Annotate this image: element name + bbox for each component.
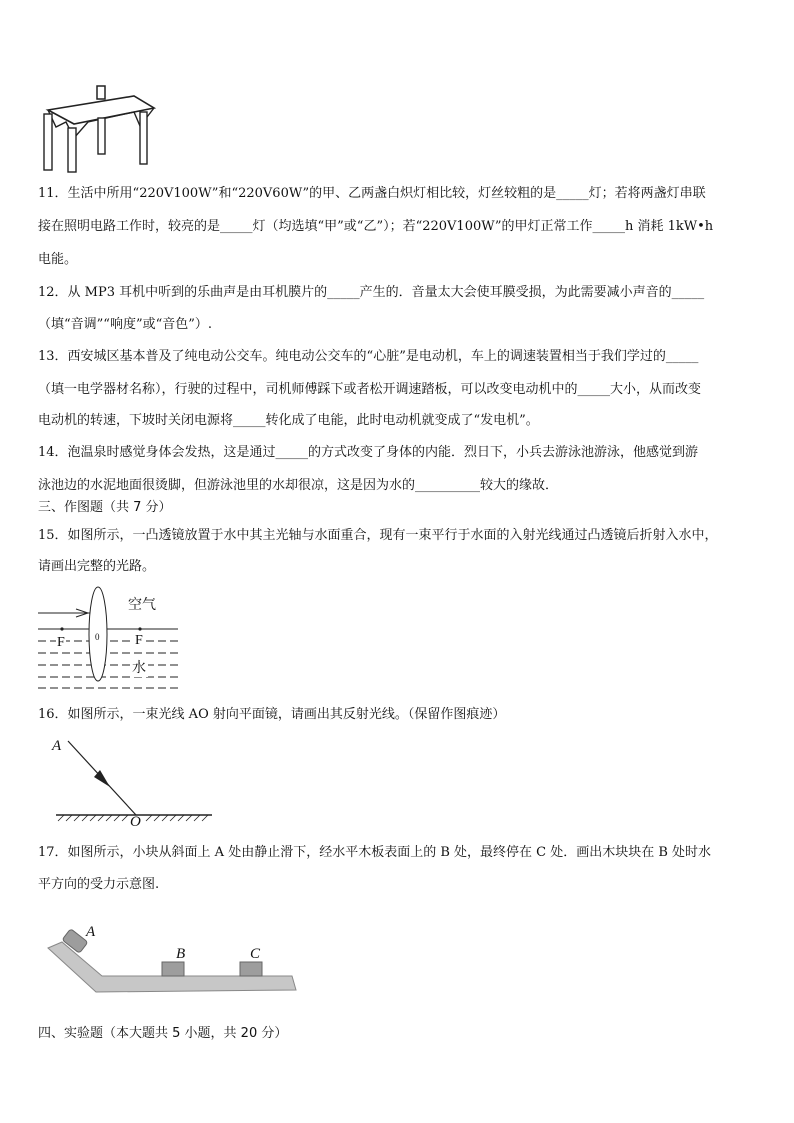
q15-line2: 请画出完整的光路。 (38, 559, 156, 574)
q17-line2: 平方向的受力示意图. (38, 877, 160, 892)
label-block-b: B (176, 946, 186, 962)
q11-line2: 接在照明电路工作时，较亮的是_____灯（均选填“甲”或“乙”）；若“220V100W”的甲灯正常工作_____h 消耗 1kW•h (38, 219, 714, 234)
label-block-a: A (86, 924, 96, 940)
label-water: 水 (130, 657, 148, 677)
q13-line3: 电动机的转速，下坡时关闭电源将_____转化成了电能，此时电动机就变成了“发电机”。 (38, 413, 539, 428)
q11-line1: 11．生活中所用“220V100W”和“220V60W”的甲、乙两盏白炽灯相比较，灯丝较粗的是_____灯；若将两盏灯串联 (38, 186, 706, 201)
q14-line1: 14．泡温泉时感觉身体会发热，这是通过_____的方式改变了身体的内能．烈日下，小兵去游泳池游泳，他感觉到游 (38, 445, 699, 460)
q12-line2: （填“音调”“响度”或“音色”）. (38, 317, 213, 332)
q16-line1: 16．如图所示，一束光线 AO 射向平面镜，请画出其反射光线。（保留作图痕迹） (38, 707, 506, 722)
table-figure (36, 82, 156, 174)
q13-line1: 13．西安城区基本普及了纯电动公交车。纯电动公交车的“心脏”是电动机，车上的调速装置相当于我们学过的_____ (38, 349, 699, 364)
q17-line1: 17．如图所示，小块从斜面上 A 处由静止滑下，经水平木板表面上的 B 处，最终停在 C 处．画出木块块在 B 处时水 (38, 845, 712, 860)
label-point-a: A (52, 738, 62, 754)
q11-line3: 电能。 (38, 252, 78, 267)
q15-line1: 15．如图所示，一凸透镜放置于水中其主光轴与水面重合，现有一束平行于水面的入射光线通过凸透镜后折射入水中， (38, 528, 718, 543)
section3-heading: 三、作图题（共 7 分） (38, 500, 172, 515)
section4-heading: 四、实验题（本大题共 5 小题，共 20 分） (38, 1026, 288, 1041)
q13-line2: （填一电学器材名称），行驶的过程中，司机师傅踩下或者松开调速踏板，可以改变电动机中的_____大小，从而改变 (38, 382, 702, 397)
label-focus-right: F (135, 633, 143, 648)
label-optical-center: 0 (95, 632, 100, 642)
label-air: 空气 (128, 597, 156, 613)
label-focus-left: F (57, 635, 65, 650)
q12-line1: 12．从 MP3 耳机中听到的乐曲声是由耳机膜片的_____产生的．音量太大会使耳膜受损，为此需要减小声音的_____ (38, 285, 705, 300)
label-block-c: C (250, 946, 261, 962)
incline-figure (44, 920, 314, 1020)
q14-line2: 泳池边的水泥地面很烫脚，但游泳池里的水却很凉，这是因为水的__________较大的缘故． (38, 478, 559, 493)
label-point-o: O (130, 814, 141, 830)
